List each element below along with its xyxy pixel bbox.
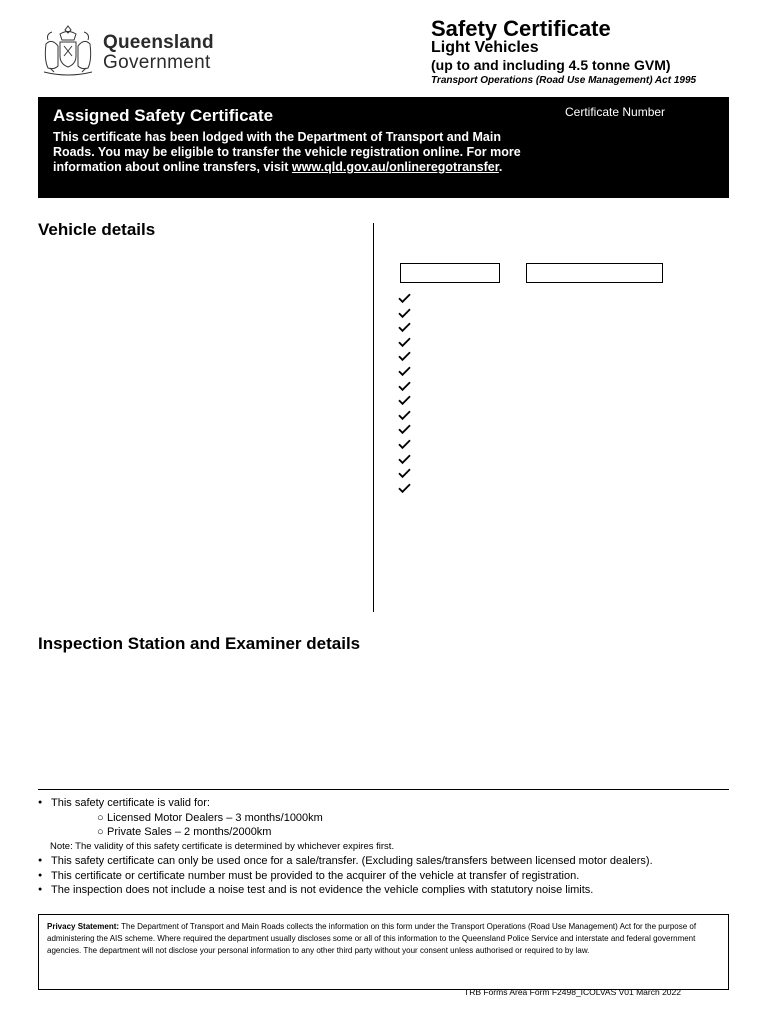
coat-of-arms-icon — [38, 22, 98, 78]
checkmark-icon — [398, 409, 411, 424]
checkmark-icon — [398, 307, 411, 322]
logo-line-government: Government — [103, 52, 211, 73]
checkmark-list — [398, 292, 411, 496]
legislation-reference: Transport Operations (Road Use Management) Act 1995 — [431, 75, 697, 86]
checkmark-icon — [398, 350, 411, 365]
certificate-number-label: Certificate Number — [565, 105, 666, 119]
note-once: ● This safety certificate can only be used once for a sale/transfer. (Excluding sales/transfers between licensed motor dealers). — [38, 854, 653, 869]
privacy-text: The Department of Transport and Main Roads collects the information on this form under the Transport Operations (Road Use Management) Act for the purpose of administering the AIS scheme. Where required the department usually discloses some or all of this information to the Queensland Police Service and interstate and federal government agencies. The department will not disclose your personal information to any other third party without your consent unless authorised or required to by law. — [47, 922, 697, 955]
checkmark-icon — [398, 336, 411, 351]
banner-body — [53, 130, 543, 175]
checkmark-icon — [398, 365, 411, 380]
note-valid-for: ● This safety certificate is valid for: — [38, 796, 653, 811]
circle-bullet-icon: ○ — [97, 826, 104, 838]
checkmark-icon — [398, 380, 411, 395]
circle-bullet-icon: ○ — [97, 811, 104, 824]
note-validity: Note: The validity of this safety certificate is determined by whichever expires first. — [50, 840, 395, 852]
privacy-label: Privacy Statement: — [47, 922, 120, 931]
checkmark-icon — [398, 467, 411, 482]
online-transfer-link[interactable]: www.qld.gov.au/onlineregotransfer — [291, 160, 499, 174]
note-provided: ● This certificate or certificate number must be provided to the acquirer of the vehicle at transfer of registration. — [38, 869, 653, 884]
note-private — [38, 825, 653, 840]
note-private-text: Private Sales – 2 months/2000km — [107, 826, 272, 838]
checkmark-icon — [398, 423, 411, 438]
document-title: Safety Certificate — [431, 16, 611, 41]
note-noise: ● The inspection does not include a noise test and is not evidence the vehicle complies with statutory noise limits. — [38, 883, 653, 898]
inspection-details-heading: Inspection Station and Examiner details — [38, 634, 361, 653]
section-divider — [38, 789, 729, 790]
logo-text — [103, 33, 214, 73]
note-dealers — [38, 811, 653, 826]
banner-heading: Assigned Safety Certificate — [53, 106, 274, 125]
document-subtitle: Light Vehicles — [431, 39, 539, 56]
checkmark-icon — [398, 438, 411, 453]
vehicle-field-box-1[interactable] — [400, 263, 500, 283]
banner-body-end: . — [498, 160, 503, 174]
logo-line-queensland: Queensland — [103, 32, 214, 53]
checkmark-icon — [398, 453, 411, 468]
checkmark-icon — [398, 292, 411, 307]
form-footer: TRB Forms Area Form F2498_ICOLVAS V01 March 2022 — [464, 987, 681, 997]
checkmark-icon — [398, 394, 411, 409]
banner-body-text: This certificate has been lodged with the Department of Transport and Main Roads. You may be eligible to transfer the vehicle registration online. For more information about online transfers, visit — [53, 130, 521, 174]
vehicle-details-heading: Vehicle details — [38, 220, 156, 239]
validity-notes — [38, 796, 653, 898]
assigned-certificate-banner — [38, 97, 729, 198]
checkmark-icon — [398, 482, 411, 497]
privacy-statement — [38, 914, 729, 990]
document-subtitle-gvm: (up to and including 4.5 tonne GVM) — [431, 57, 671, 73]
column-divider — [373, 223, 374, 612]
note-dealers-text: Licensed Motor Dealers – 3 months/1000km — [107, 811, 323, 824]
checkmark-icon — [398, 321, 411, 336]
vehicle-field-box-2[interactable] — [526, 263, 663, 283]
